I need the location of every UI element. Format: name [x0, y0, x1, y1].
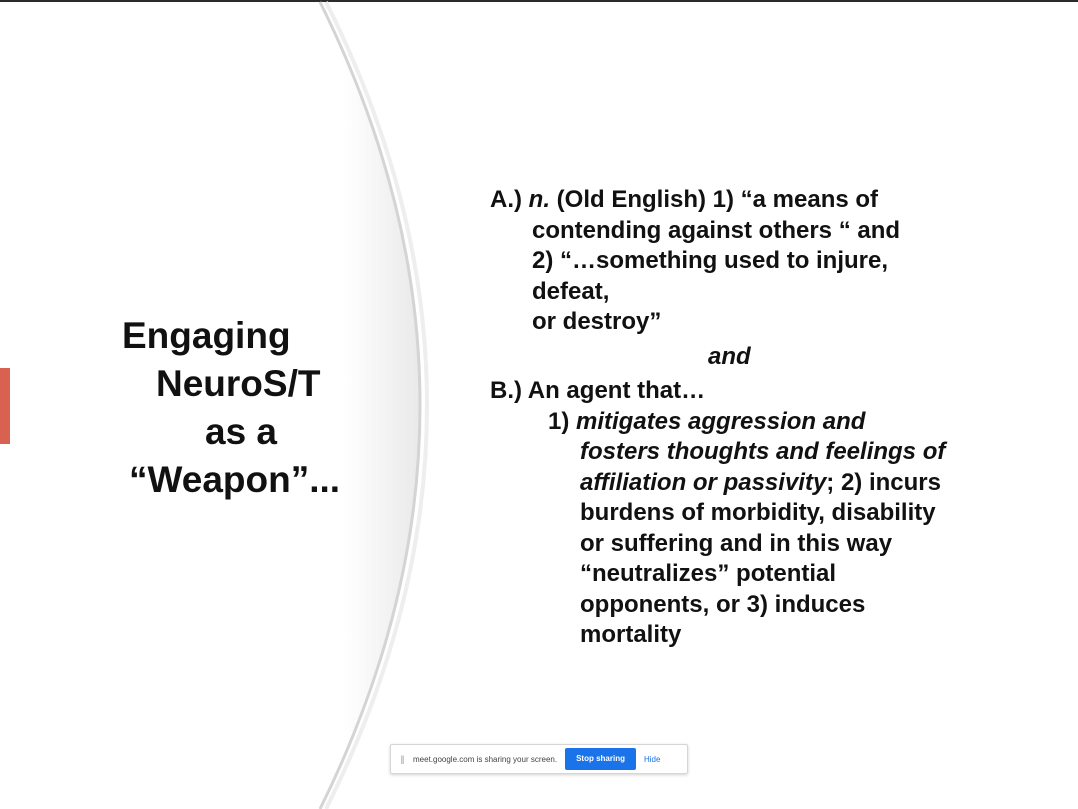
def-b1-after-3: ; 2) incurs — [826, 468, 941, 496]
red-accent-bar — [0, 368, 10, 444]
def-b1-italic-1: mitigates aggression and — [576, 407, 866, 435]
def-b-line-3: fosters thoughts and feelings of — [580, 438, 946, 465]
def-a-line-4: defeat, — [532, 277, 610, 305]
hide-button[interactable]: Hide — [643, 754, 661, 764]
stop-sharing-button[interactable]: Stop sharing — [565, 748, 636, 770]
def-a-label: A.) — [490, 186, 522, 213]
def-and: and — [708, 342, 751, 370]
def-b-line-4 — [490, 468, 1050, 499]
title-line-4: “Weapon”... — [129, 459, 341, 500]
title-line-3: as a — [205, 411, 278, 452]
def-b1-prefix: 1) — [548, 407, 570, 435]
def-b-line-5: burdens of morbidity, disability — [580, 499, 936, 526]
def-b-line-7: “neutralizes” potential — [580, 560, 837, 587]
title-line-1: Engaging — [122, 315, 291, 356]
def-b-line-6: or suffering and in this way — [580, 529, 893, 557]
def-a-line1-rest: (Old English) 1) “a means of — [556, 186, 879, 213]
definition-text — [490, 185, 1050, 651]
def-a-line-3: 2) “…something used to injure, — [532, 247, 889, 274]
def-b-line-9: mortality — [580, 621, 682, 648]
def-b1-italic-3: affiliation or passivity — [580, 468, 827, 496]
def-b-line-1: B.) An agent that… — [490, 377, 706, 404]
drag-handle-icon[interactable]: || — [400, 754, 404, 764]
def-b-line-8: opponents, or 3) induces — [580, 590, 866, 618]
def-b-line-2 — [490, 407, 1050, 438]
title-line-2: NeuroS/T — [156, 363, 321, 404]
def-a-line-2: contending against others “ and — [532, 216, 901, 244]
share-message: meet.google.com is sharing your screen. — [413, 754, 558, 764]
def-a-line-1 — [490, 185, 1050, 216]
def-a-pos: n. — [528, 186, 550, 213]
def-a-line-5: or destroy” — [532, 308, 662, 335]
slide-title — [100, 312, 380, 504]
screen-share-bar — [390, 744, 688, 774]
